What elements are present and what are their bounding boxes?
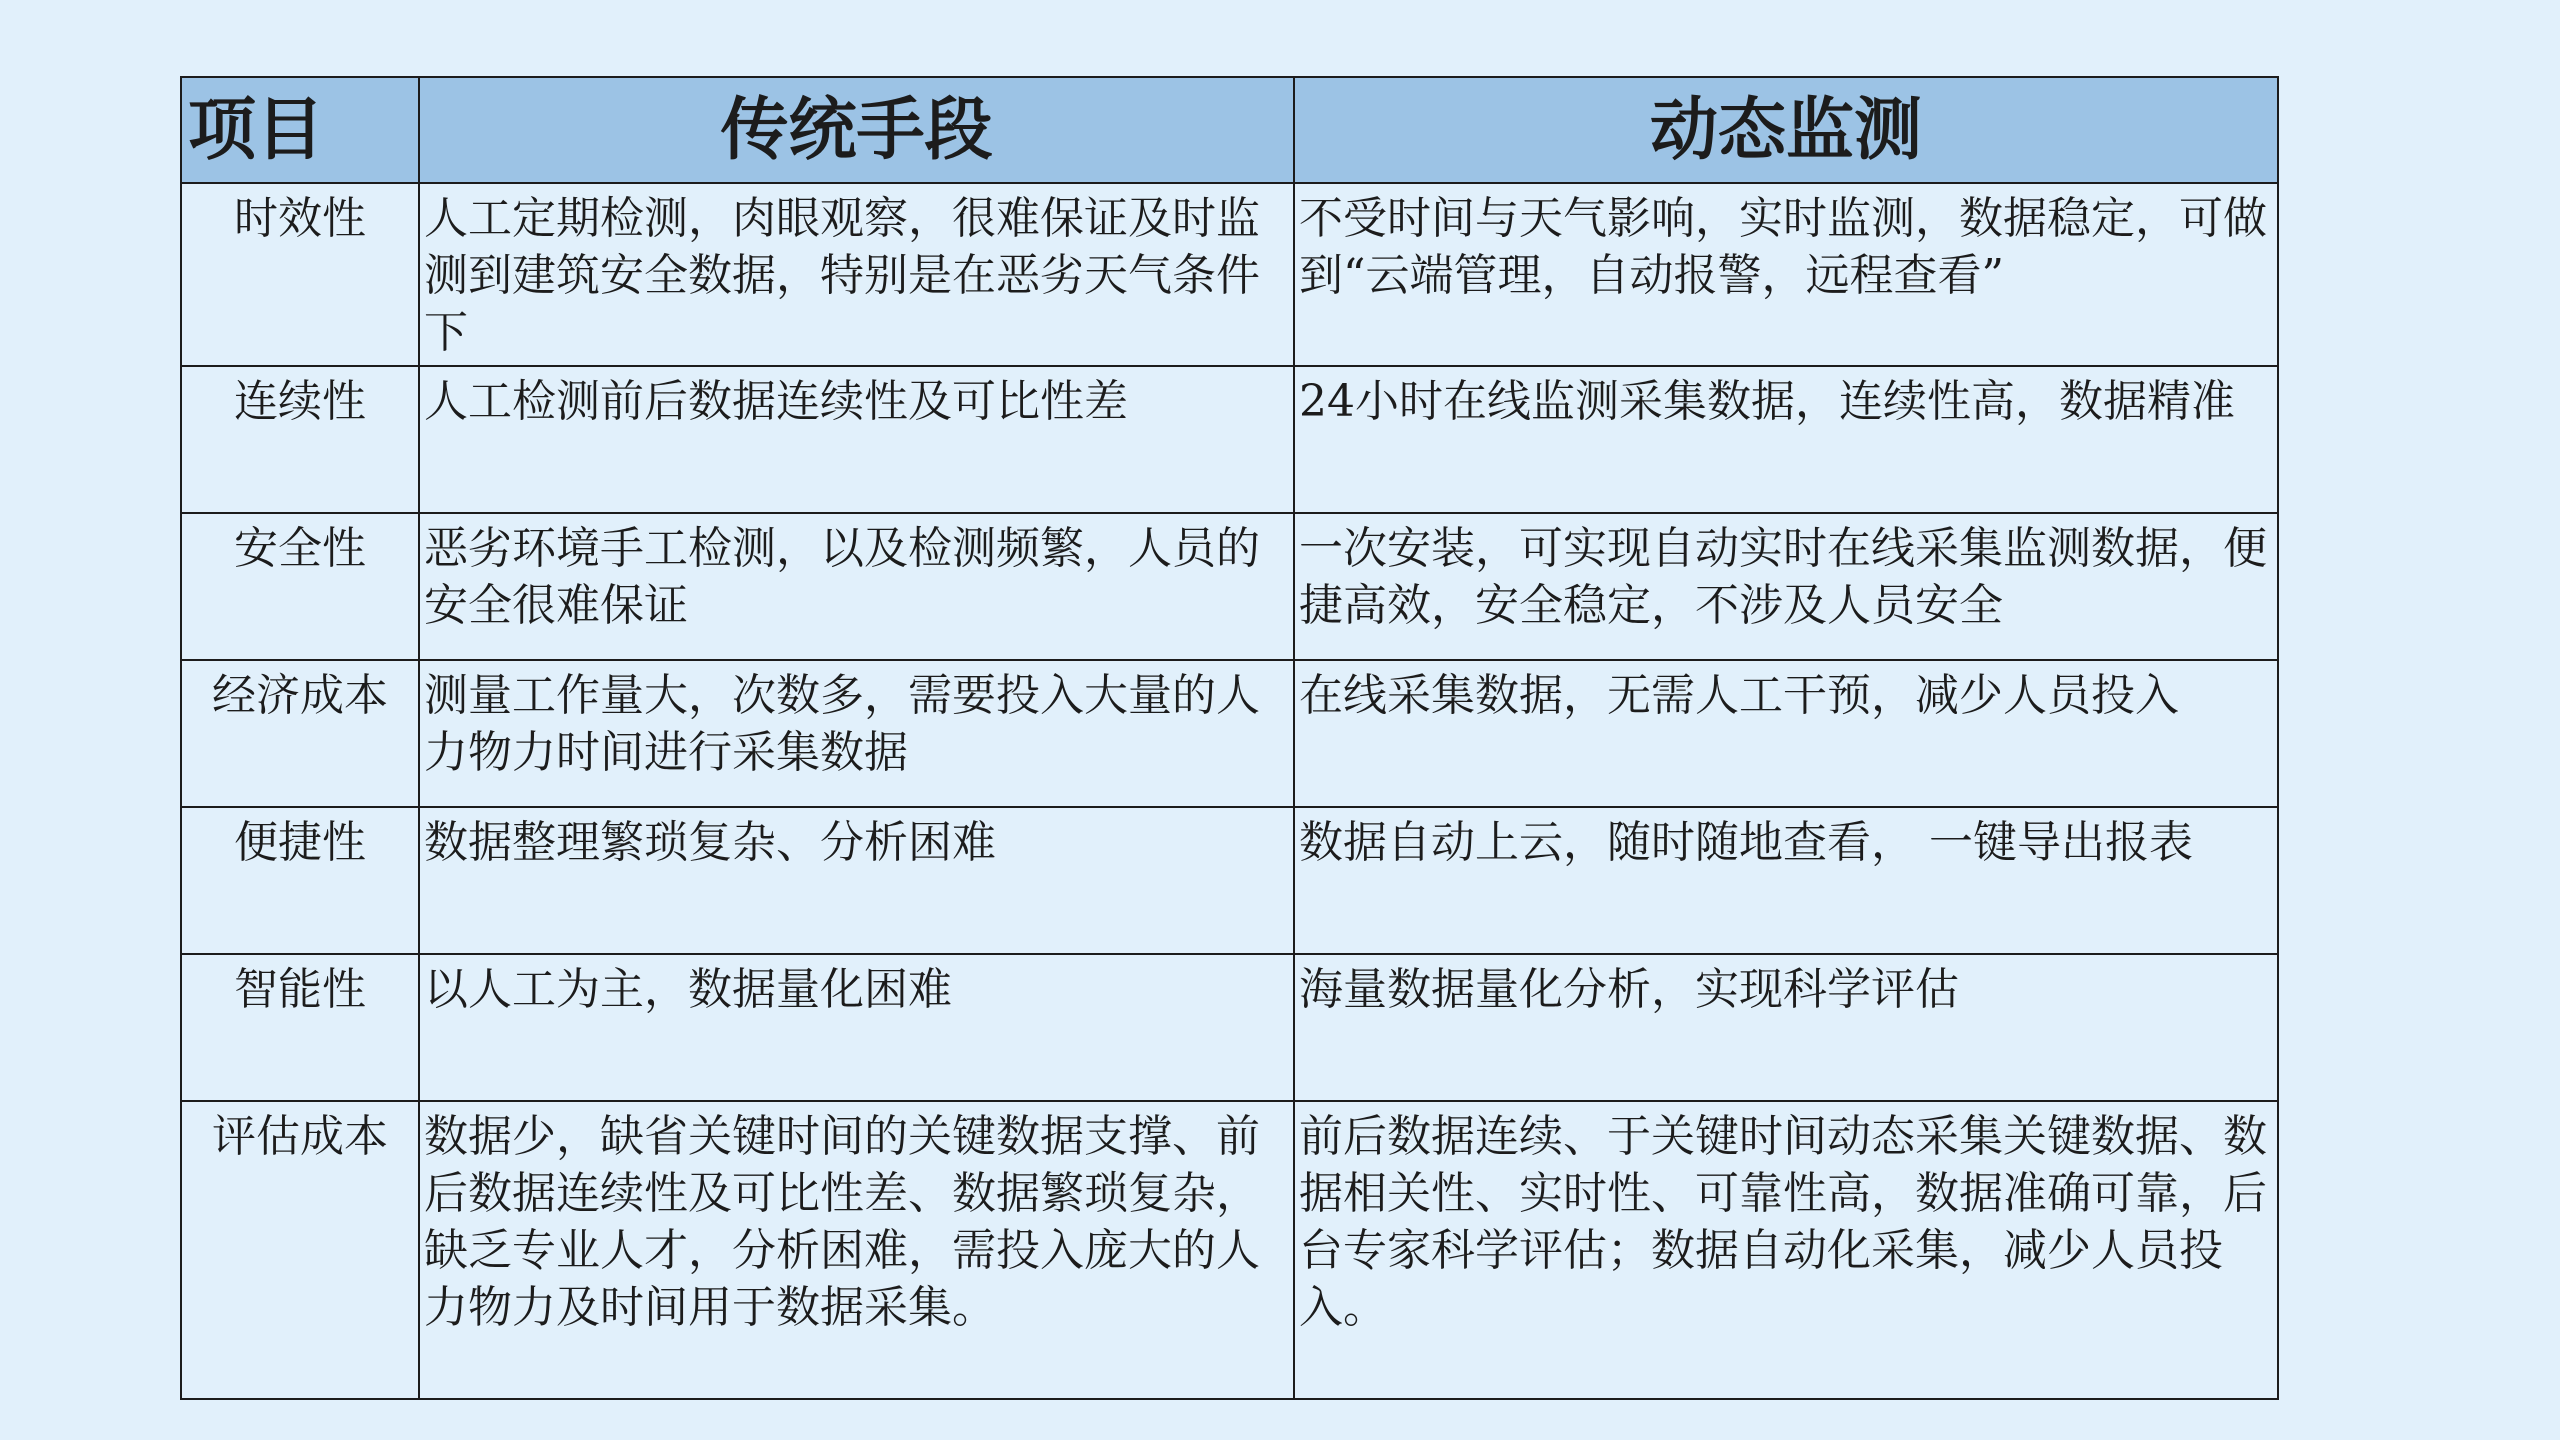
row-traditional-cell: 人工检测前后数据连续性及可比性差 (419, 366, 1294, 513)
row-dynamic-cell: 数据自动上云，随时随地查看， 一键导出报表 (1294, 807, 2278, 954)
row-traditional-cell: 数据整理繁琐复杂、分析困难 (419, 807, 1294, 954)
table-row (181, 954, 2278, 1101)
row-dynamic-cell: 在线采集数据，无需人工干预，减少人员投入 (1294, 660, 2278, 807)
row-item-cell: 时效性 (181, 183, 419, 366)
row-traditional-cell: 人工定期检测，肉眼观察，很难保证及时监测到建筑安全数据，特别是在恶劣天气条件下 (419, 183, 1294, 366)
header-traditional: 传统手段 (419, 77, 1294, 183)
table-row (181, 366, 2278, 513)
row-dynamic-cell: 不受时间与天气影响，实时监测，数据稳定，可做到“云端管理，自动报警，远程查看” (1294, 183, 2278, 366)
table-row (181, 513, 2278, 660)
row-item-cell: 安全性 (181, 513, 419, 660)
row-dynamic-cell: 24小时在线监测采集数据，连续性高，数据精准 (1294, 366, 2278, 513)
header-dynamic: 动态监测 (1294, 77, 2278, 183)
comparison-table (180, 76, 2279, 1400)
row-item-cell: 经济成本 (181, 660, 419, 807)
row-dynamic-cell: 前后数据连续、于关键时间动态采集关键数据、数据相关性、实时性、可靠性高，数据准确可靠，后台专家科学评估；数据自动化采集，减少人员投入。 (1294, 1101, 2278, 1399)
table-header (181, 77, 2278, 183)
row-traditional-cell: 以人工为主，数据量化困难 (419, 954, 1294, 1101)
row-traditional-cell: 测量工作量大，次数多，需要投入大量的人力物力时间进行采集数据 (419, 660, 1294, 807)
header-row (181, 77, 2278, 183)
row-item-cell: 智能性 (181, 954, 419, 1101)
table-row (181, 660, 2278, 807)
row-traditional-cell: 数据少，缺省关键时间的关键数据支撑、前后数据连续性及可比性差、数据繁琐复杂，缺乏专业人才，分析困难，需投入庞大的人力物力及时间用于数据采集。 (419, 1101, 1294, 1399)
header-item: 项目 (181, 77, 419, 183)
table-body (181, 183, 2278, 1399)
row-item-cell: 评估成本 (181, 1101, 419, 1399)
row-item-cell: 连续性 (181, 366, 419, 513)
table-row (181, 807, 2278, 954)
row-dynamic-cell: 海量数据量化分析，实现科学评估 (1294, 954, 2278, 1101)
row-traditional-cell: 恶劣环境手工检测，以及检测频繁，人员的安全很难保证 (419, 513, 1294, 660)
table-row (181, 183, 2278, 366)
row-item-cell: 便捷性 (181, 807, 419, 954)
comparison-table-container (180, 76, 2277, 1400)
row-dynamic-cell: 一次安装，可实现自动实时在线采集监测数据，便捷高效，安全稳定，不涉及人员安全 (1294, 513, 2278, 660)
table-row (181, 1101, 2278, 1399)
